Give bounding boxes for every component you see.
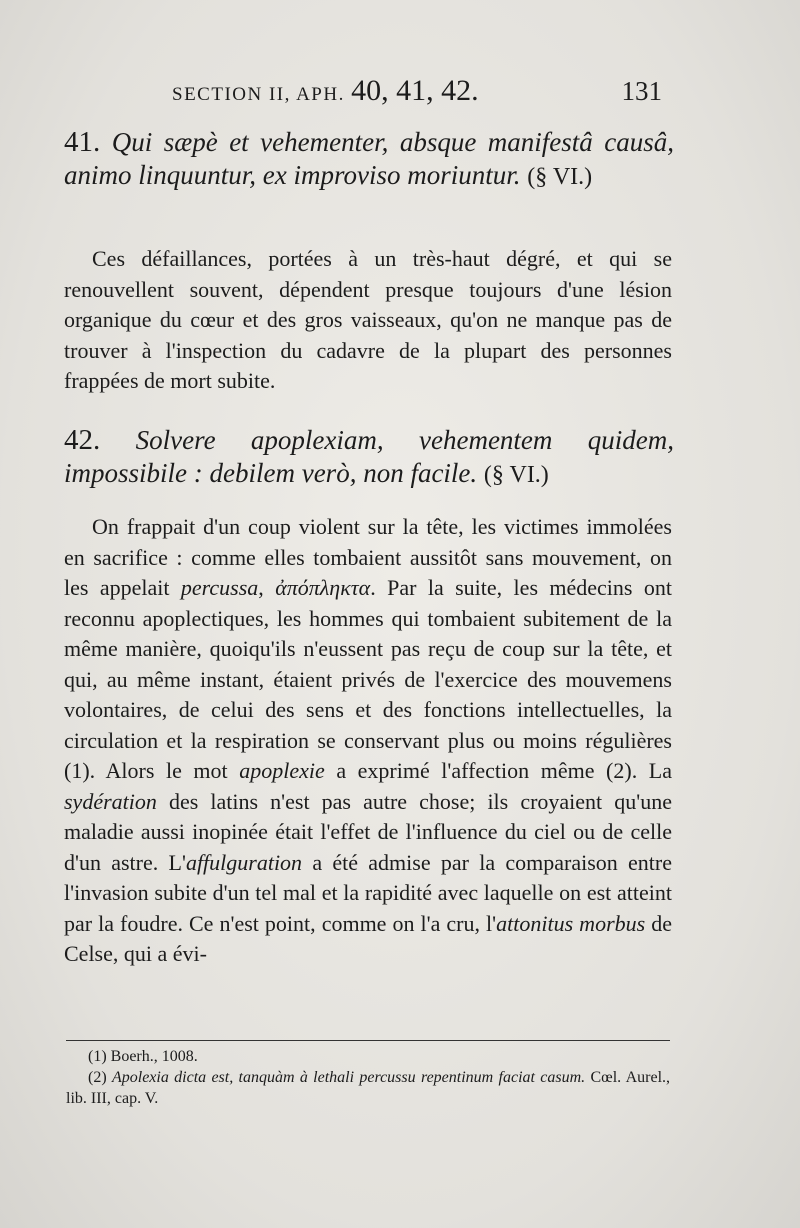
text-run: des latins n'est pas autre chose; ils croyaient qu'une maladie aussi inopinée était l'effet de l'influence du ciel ou de celle d'un astre. L' [64,788,672,875]
italic-term: percussa [180,575,259,600]
running-title [172,74,479,108]
aphorism-42 [64,424,674,492]
aphorism-ref: (§ VI.) [527,164,593,190]
aphorism-ref: (§ VI.) [483,462,549,488]
greek-term: ἀπόπληκτα [275,575,371,600]
aphorism-latin: Qui sæpè et vehementer, absque manifestâ causâ, animo linquuntur, ex improviso moriuntur. [64,127,674,190]
footnote-ref: Cœl. Aurel., lib. III, cap. V. [66,1069,671,1107]
text-run: a exprimé l'affection même (2). La [324,758,672,783]
commentary-42 [64,512,672,970]
text-run: a été admise par la comparaison entre l'invasion subite d'un tel mal et la rapidité avec laquelle on est atteint par la foudre. Ce n'est point, comme on l'a cru, l' [64,849,672,936]
commentary-41: Ces défaillances, portées à un très-haut dégré, et qui se renouvellent souvent, dépendent presque toujours d'une lésion organique du cœur et des gros vaisseaux, qu'on ne manque pas de trouver à l'inspection du cadavre de la plupart des personnes frappées de mort subite. [64,246,672,393]
footnotes [66,1046,670,1109]
text-run: . Par la suite, les médecins ont reconnu apoplectiques, les hommes qui tombaient subitement de la même manière, quoiqu'ils n'eussent pas reçu de coup sur la tête, et qui, au même instant, étaient privés de l'exercice des mouvemens volontaires, de celui des sens et des fonctions intellectuelles, la circulation et la respiration se conservant plus ou moins régulières (1). Alors le mot [64,575,672,783]
aphorism-number: 41. [64,126,101,158]
italic-term: sydération [64,788,157,814]
aphorism-number: 42. [64,424,101,456]
aph-range: 40, 41, 42. [351,74,479,107]
aphorism-latin: Solvere apoplexiam, vehementem quidem, impossibile : debilem verò, non facile. [64,425,674,488]
footnote-divider [66,1040,670,1041]
text-run: , [258,575,276,600]
footnote-mark: (2) [88,1069,112,1086]
italic-term: affulguration [185,849,303,875]
italic-term: apoplexie [239,758,325,783]
running-header [172,74,662,108]
footnote-1: (1) Boerh., 1008. [88,1048,198,1065]
text-run: On frappait d'un coup violent sur la tête, les victimes immolées en sacrifice : comme elles tombaient aussitôt sans mouvement, on les appelait [64,514,672,600]
footnote-latin: Apolexia dicta est, tanquàm à lethali percussu repentinum faciat casum. [111,1069,586,1086]
aphorism-41 [64,126,674,194]
italic-term: attonitus morbus [496,910,646,936]
footnote-2 [66,1067,670,1109]
page-number: 131 [621,76,662,106]
text-run: de Celse, qui a évi- [64,910,672,966]
running-title-text: SECTION II, APH. [172,84,345,105]
